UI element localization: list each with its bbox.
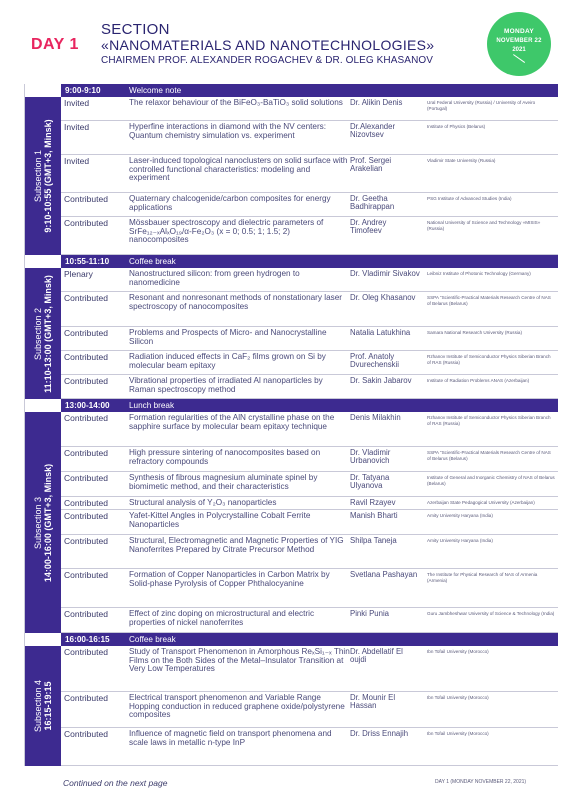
break-time: 9:00-9:10	[65, 85, 101, 95]
schedule-table	[24, 84, 557, 766]
talk-author: Dr. Abdellatif El oujdi	[350, 647, 403, 665]
talk-author: Natalia Latukhina	[350, 328, 411, 337]
talk-title: Study of Transport Phenomenon in Amorphous ReₓSi₁₋ₓ Thin Films on the Both Sides of the Metal–Insulator Transition at Very Low Temperatures	[129, 647, 350, 674]
talk-affiliation: Institute of Physics (Belarus)	[427, 124, 486, 129]
badge-date: NOVEMBER 22	[496, 38, 542, 44]
talk-row	[61, 193, 558, 217]
talk-row	[61, 268, 558, 292]
talk-row	[61, 535, 558, 569]
continued-note: Continued on the next page	[63, 778, 168, 788]
talk-affiliation: Vladimir State University (Russia)	[427, 158, 496, 163]
talk-author: Dr. Sakin Jabarov	[350, 376, 412, 385]
subsection-name: Subsection 4	[33, 679, 43, 733]
talk-title: High pressure sintering of nanocomposites based on refractory compounds	[129, 448, 321, 466]
talk-author: Svetlana Pashayan	[350, 570, 418, 579]
talk-affiliation: Ibn Tofail University (Morocco)	[427, 731, 489, 736]
talk-row	[61, 510, 558, 535]
talk-affiliation: Guru Jambheshwar University of Science & Technology (India)	[427, 611, 555, 616]
badge-day: MONDAY	[503, 28, 535, 35]
talk-type: Contributed	[64, 352, 108, 362]
talk-type: Contributed	[64, 511, 108, 521]
talk-title: Mössbauer spectroscopy and dielectric parameters of SrFe₁₂₋ₓAlₓO₁₉/α-Fe₂O₃ (x = 0; 0.5; 1; 1.5; 2) nanocomposites	[129, 218, 324, 245]
talk-title: Formation of Copper Nanoparticles in Carbon Matrix by Solid-phase Pyrolysis of Copper Phthalocyanine	[129, 570, 330, 588]
talk-title: Yafet-Kittel Angles in Polycrystalline Cobalt Ferrite Nanoparticles	[129, 511, 311, 529]
talk-row	[61, 646, 558, 692]
section-title: «NANOMATERIALS AND NANOTECHNOLOGIES»	[101, 37, 435, 53]
talk-author: Dr.Alexander Nizovtsev	[350, 122, 396, 140]
talk-type: Invited	[64, 98, 90, 108]
talk-title: Resonant and nonresonant methods of nonstationary laser spectroscopy of nanocomposites	[129, 293, 343, 311]
talk-affiliation: The Institute for Physical Research of NAS of Armenia (Armenia)	[427, 572, 538, 583]
talk-affiliation: Institute of Radiation Problems ANAS (Azerbaijan)	[427, 378, 530, 383]
chairmen-line: CHAIRMEN PROF. ALEXANDER ROGACHEV & DR. OLEG KHASANOV	[101, 55, 434, 66]
subsection-3-label	[25, 412, 61, 633]
subsection-name: Subsection 2	[33, 307, 43, 360]
talk-row	[61, 447, 558, 472]
subsection-2-label	[25, 268, 61, 399]
subsection-4-label	[25, 646, 61, 766]
talk-type: Contributed	[64, 609, 108, 619]
talk-affiliation: Ural Federal University (Russia) / University of Aveiro (Portugal)	[427, 100, 536, 111]
talk-type: Invited	[64, 156, 90, 166]
talk-author: Shilpa Taneja	[350, 536, 397, 545]
talk-row	[61, 327, 558, 351]
talk-row	[61, 472, 558, 497]
talk-affiliation: Institute of General and Inorganic Chemistry of NAS of Belarus (Belarus)	[427, 475, 555, 486]
break-name: Lunch break	[129, 400, 175, 410]
talk-title: Nanostructured silicon: from green hydrogen to nanomedicine	[129, 269, 300, 287]
talk-type: Contributed	[64, 570, 108, 580]
talk-author: Pinki Punia	[350, 609, 390, 618]
subsection-time: 14:00-16:00 (GMT+3, Minsk)	[43, 463, 53, 582]
talk-title: The relaxor behaviour of the BiFeO₃-BaTiO₃ solid solutions	[129, 98, 343, 107]
talk-affiliation: SSPA "Scientific-Practical Materials Research Centre of NAS of Belarus (Belarus)	[427, 295, 551, 306]
break-name: Coffee break	[129, 634, 176, 644]
subsection-time: 9:10-10:55 (GMT+3, Minsk)	[43, 119, 53, 233]
talk-row	[61, 608, 558, 633]
talk-type: Contributed	[64, 498, 108, 508]
subsection-time: 16:15-19:15	[43, 681, 53, 731]
talk-type: Contributed	[64, 218, 108, 228]
talk-author: Denis Milakhin	[350, 413, 401, 422]
subsection-1-label	[25, 97, 61, 255]
talk-row	[61, 97, 558, 121]
break-row	[61, 255, 558, 268]
talk-title: Electrical transport phenomenon and Variable Range Hopping conduction in reduced graphene oxide/polystyrene composites	[129, 693, 345, 720]
talk-author: Dr. Vladimir Sivakov	[350, 269, 420, 278]
talk-title: Problems and Prospects of Micro- and Nanocrystalline Silicon	[129, 328, 327, 346]
date-badge	[487, 12, 551, 76]
badge-pin-icon	[513, 54, 525, 63]
talk-row	[61, 375, 558, 399]
break-row	[61, 633, 558, 646]
talk-author: Dr. Geetha Badhirappan	[350, 194, 395, 212]
talk-affiliation: SSPA "Scientific-Practical Materials Research Centre of NAS of Belarus (Belarus)	[427, 450, 551, 461]
page-header	[0, 0, 579, 80]
talk-affiliation: Rzhanov Institute of Semiconductor Physics Siberian Branch of RAS (Russia)	[427, 354, 551, 365]
page-label: DAY 1 (MONDAY NOVEMBER 22, 2021)	[435, 779, 527, 785]
talk-title: Vibrational properties of irradiated Al nanoparticles by Raman spectroscopy method	[129, 376, 323, 394]
talk-affiliation: Amity University Haryana (India)	[427, 513, 493, 518]
talk-row	[61, 292, 558, 327]
talk-row	[61, 412, 558, 447]
talk-affiliation: Ibn Tofail University (Morocco)	[427, 695, 489, 700]
talk-author: Dr. Oleg Khasanov	[350, 293, 416, 302]
talk-affiliation: Rzhanov Institute of Semiconductor Physics Siberian Branch of RAS (Russia)	[427, 415, 551, 426]
talk-title: Structural, Electromagnetic and Magnetic Properties of YIG Nanoferrites Prepared by Citrate Precursor Method	[129, 536, 344, 554]
talk-row	[61, 497, 558, 510]
talk-author: Prof. Anatoly Dvurechenskii	[350, 352, 399, 370]
talk-title: Formation regularities of the AlN crystalline phase on the sapphire surface by molecular beam epitaxy technique	[129, 413, 335, 431]
talk-affiliation: Azerbaijan State Pedagogical University (Azerbaijan)	[427, 500, 535, 505]
talk-author: Prof. Sergei Arakelian	[350, 156, 392, 174]
talk-type: Contributed	[64, 413, 108, 423]
badge-year: 2021	[512, 47, 526, 53]
talk-title: Effect of zinc doping on microstructural and electric properties of nickel nanoferrites	[129, 609, 315, 627]
talk-affiliation: Samara National Research University (Russia)	[427, 330, 522, 335]
talk-author: Dr. Tatyana Ulyanova	[350, 473, 390, 491]
talk-type: Invited	[64, 122, 90, 132]
talk-type: Contributed	[64, 729, 108, 739]
talk-title: Hyperfine interactions in diamond with the NV centers: Quantum chemistry simulation vs. experiment	[129, 122, 327, 140]
talk-row	[61, 351, 558, 375]
talk-title: Synthesis of fibrous magnesium aluminate spinel by biomimetic method, and their characteristics	[129, 473, 318, 491]
break-row	[61, 84, 558, 97]
talk-type: Contributed	[64, 328, 108, 338]
talk-type: Contributed	[64, 647, 108, 657]
talk-affiliation: Leibniz Institute of Photonic Technology (Germany)	[427, 271, 531, 276]
talk-title: Laser-induced topological nanoclusters on solid surface with controlled functional characteristics: modeling and experiment	[129, 156, 348, 183]
talk-author: Dr. Driss Ennajih	[350, 729, 409, 738]
talk-row	[61, 569, 558, 608]
break-row	[61, 399, 558, 412]
talk-row	[61, 692, 558, 728]
talk-affiliation: PSG Institute of Advanced Studies (India)	[427, 196, 512, 201]
talk-row	[61, 728, 558, 766]
talk-type: Contributed	[64, 194, 108, 204]
talk-title: Radiation induced effects in CaF₂ films grown on Si by molecular beam epitaxy	[129, 352, 326, 370]
talk-type: Contributed	[64, 693, 108, 703]
talk-type: Contributed	[64, 376, 108, 386]
talk-title: Structural analysis of Y₂O₃ nanoparticles	[129, 498, 277, 507]
subsection-name: Subsection 1	[33, 149, 43, 203]
talk-affiliation: Amity University Haryana (India)	[427, 538, 493, 543]
break-name: Welcome note	[129, 85, 182, 95]
talk-title: Influence of magnetic field on transport phenomena and scale laws in metallic n-type InP	[129, 729, 332, 747]
talk-affiliation: Ibn Tofail University (Morocco)	[427, 649, 489, 654]
subsection-time: 11:10-13:00 (GMT+3, Minsk)	[43, 274, 53, 393]
talk-author: Manish Bharti	[350, 511, 398, 520]
subsection-name: Subsection 3	[33, 496, 43, 549]
talk-author: Dr. Andrey Timofeev	[350, 218, 387, 236]
talk-title: Quaternary chalcogenide/carbon composites for energy applications	[129, 194, 331, 212]
talk-author: Dr. Alikin Denis	[350, 98, 403, 107]
talk-type: Contributed	[64, 536, 108, 546]
section-label: SECTION	[101, 21, 170, 38]
talk-type: Contributed	[64, 448, 108, 458]
talk-author: Ravil Rzayev	[350, 498, 396, 507]
break-name: Coffee break	[129, 256, 176, 266]
day-label: DAY 1	[31, 36, 79, 53]
talk-row	[61, 217, 558, 255]
talk-author: Dr. Mounir El Hassan	[350, 693, 396, 711]
talk-type: Plenary	[64, 269, 93, 279]
talk-type: Contributed	[64, 473, 108, 483]
talk-row	[61, 155, 558, 193]
talk-author: Dr. Vladimir Urbanovich	[350, 448, 391, 466]
break-time: 10:55-11:10	[65, 256, 110, 266]
talk-type: Contributed	[64, 293, 108, 303]
talk-affiliation: National University of Science and Technology «MISIS» (Russia)	[427, 220, 541, 231]
talk-row	[61, 121, 558, 155]
break-time: 13:00-14:00	[65, 400, 110, 410]
break-time: 16:00-16:15	[65, 634, 110, 644]
